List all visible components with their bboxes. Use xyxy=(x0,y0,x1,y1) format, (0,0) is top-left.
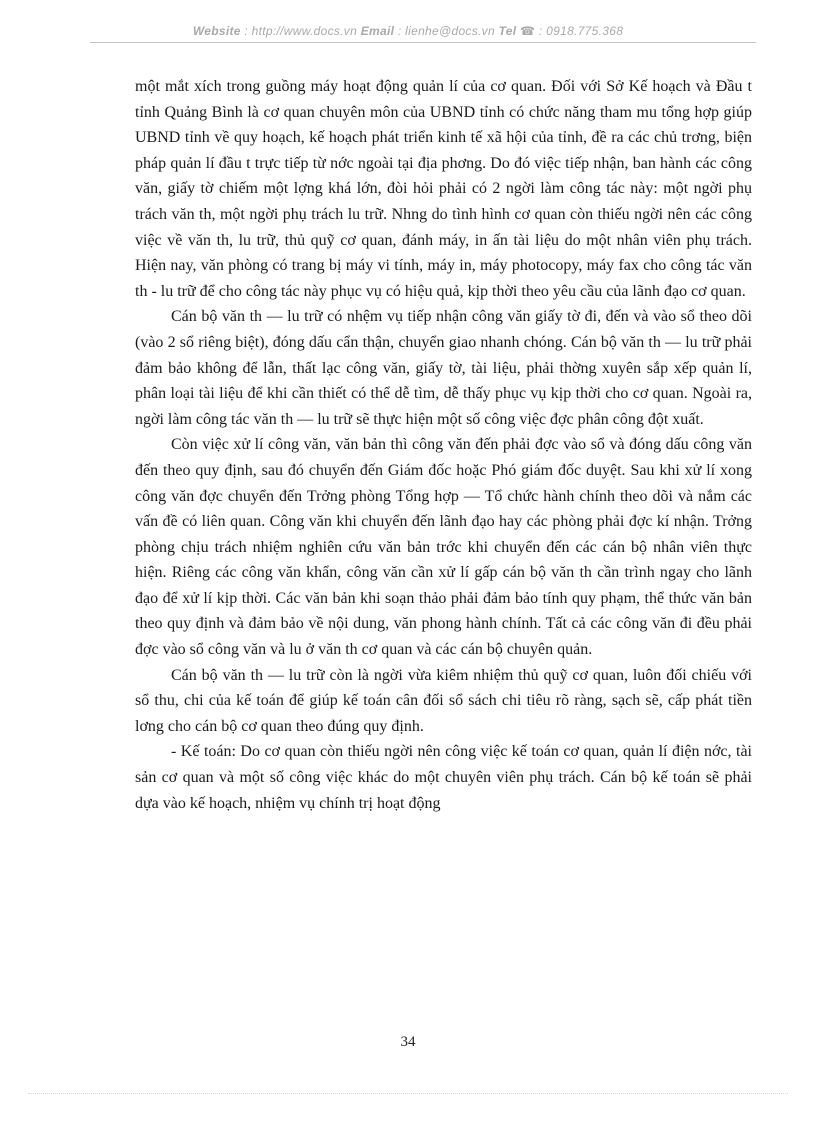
paragraph-document-processing: Còn việc xử lí công văn, văn bản thì công văn đến phải đợc vào sổ và đóng dấu công văn đến theo quy định, sau đó chuyển đến Giám đốc hoặc Phó giám đốc duyệt. Sau khi xử lí xong công văn đợc chuyển đến Trởng phòng Tổng hợp — Tổ chức hành chính theo dõi và nắm các vấn đề có liên quan. Công văn khi chuyển đến lãnh đạo hay các phòng phải đợc kí nhận. Trởng phòng chịu trách nhiệm nghiên cứu văn bản trớc khi chuyển đến các cán bộ nhân viên thực hiện. Riêng các công văn khẩn, công văn cần xử lí gấp cán bộ văn th cần trình ngay cho lãnh đạo để xử lí kịp thời. Các văn bản khi soạn thảo phải đảm bảo tính quy phạm, thể thức văn bản theo quy định và đảm bảo về nội dung, văn phong hành chính. Tất cả các công văn đi đều phải đợc vào sổ công văn và lu ở văn th cơ quan và các cán bộ chuyên quản. xyxy=(135,436,752,659)
tel-value: ☎ : 0918.775.368 xyxy=(520,24,624,38)
document-body xyxy=(135,74,752,816)
paragraph-continuation: một mắt xích trong guồng máy hoạt động quản lí của cơ quan. Đối với Sở Kế hoạch và Đầu t tỉnh Quảng Bình là cơ quan chuyên môn của UBND tỉnh có chức năng tham mu tổng hợp giúp UBND tỉnh về quy hoạch, kế hoạch phát triển kinh tế xã hội của tỉnh, đề ra các chủ trơng, biện pháp quản lí đầu t trực tiếp từ nớc ngoài tại địa phơng. Do đó việc tiếp nhận, ban hành các công văn, giấy tờ chiếm một lợng khá lớn, đòi hỏi phải có 2 ngời làm công tác này: một ngời phụ trách văn th, một ngời phụ trách lu trữ. Nhng do tình hình cơ quan còn thiếu ngời nên các công việc về văn th, lu trữ, thủ quỹ cơ quan, đánh máy, in ấn tài liệu do một nhân viên phụ trách. Hiện nay, văn phòng có trang bị máy vi tính, máy in, máy photocopy, máy fax cho công tác văn th - lu trữ để cho công tác này phục vụ có hiệu quả, kịp thời theo yêu cầu của lãnh đạo cơ quan. xyxy=(135,78,752,300)
website-label: Website xyxy=(192,24,241,38)
page-header xyxy=(0,24,816,38)
paragraph-accounting: - Kế toán: Do cơ quan còn thiếu ngời nên công việc kế toán cơ quan, quản lí điện nớc, tài sản cơ quan và một số công việc khác do một chuyên viên phụ trách. Cán bộ kế toán sẽ phải dựa vào kế hoạch, nhiệm vụ chính trị hoạt động xyxy=(135,743,752,812)
website-value: : http://www.docs.vn xyxy=(244,24,358,38)
page-number: 34 xyxy=(400,1034,416,1050)
tel-label: Tel xyxy=(498,24,517,38)
header-divider xyxy=(90,42,756,43)
email-label: Email xyxy=(360,24,395,38)
footer-divider xyxy=(28,1093,788,1094)
email-value: : lienhe@docs.vn xyxy=(397,24,495,38)
paragraph-treasurer-role: Cán bộ văn th — lu trữ còn là ngời vừa kiêm nhiệm thủ quỹ cơ quan, luôn đối chiếu với sổ thu, chi của kế toán để giúp kế toán cân đối sổ sách chi tiêu rõ ràng, sạch sẽ, cấp phát tiền lơng cho cán bộ cơ quan theo đúng quy định. xyxy=(135,666,752,735)
paragraph-van-thu-duties: Cán bộ văn th — lu trữ có nhệm vụ tiếp nhận công văn giấy tờ đi, đến và vào sổ theo dõi (vào 2 sổ riêng biệt), đóng dấu cẩn thận, chuyển giao nhanh chóng. Cán bộ văn th — lu trữ phải đảm bảo không để lẫn, thất lạc công văn, giấy tờ, tài liệu, phải thờng xuyên sắp xếp quản lí, phân loại tài liệu để khi cần thiết có thể dễ tìm, dễ thấy phục vụ kịp thời cho cơ quan. Ngoài ra, ngời làm công tác văn th — lu trữ sẽ thực hiện một số công việc đợc phân công đột xuất. xyxy=(135,308,752,428)
